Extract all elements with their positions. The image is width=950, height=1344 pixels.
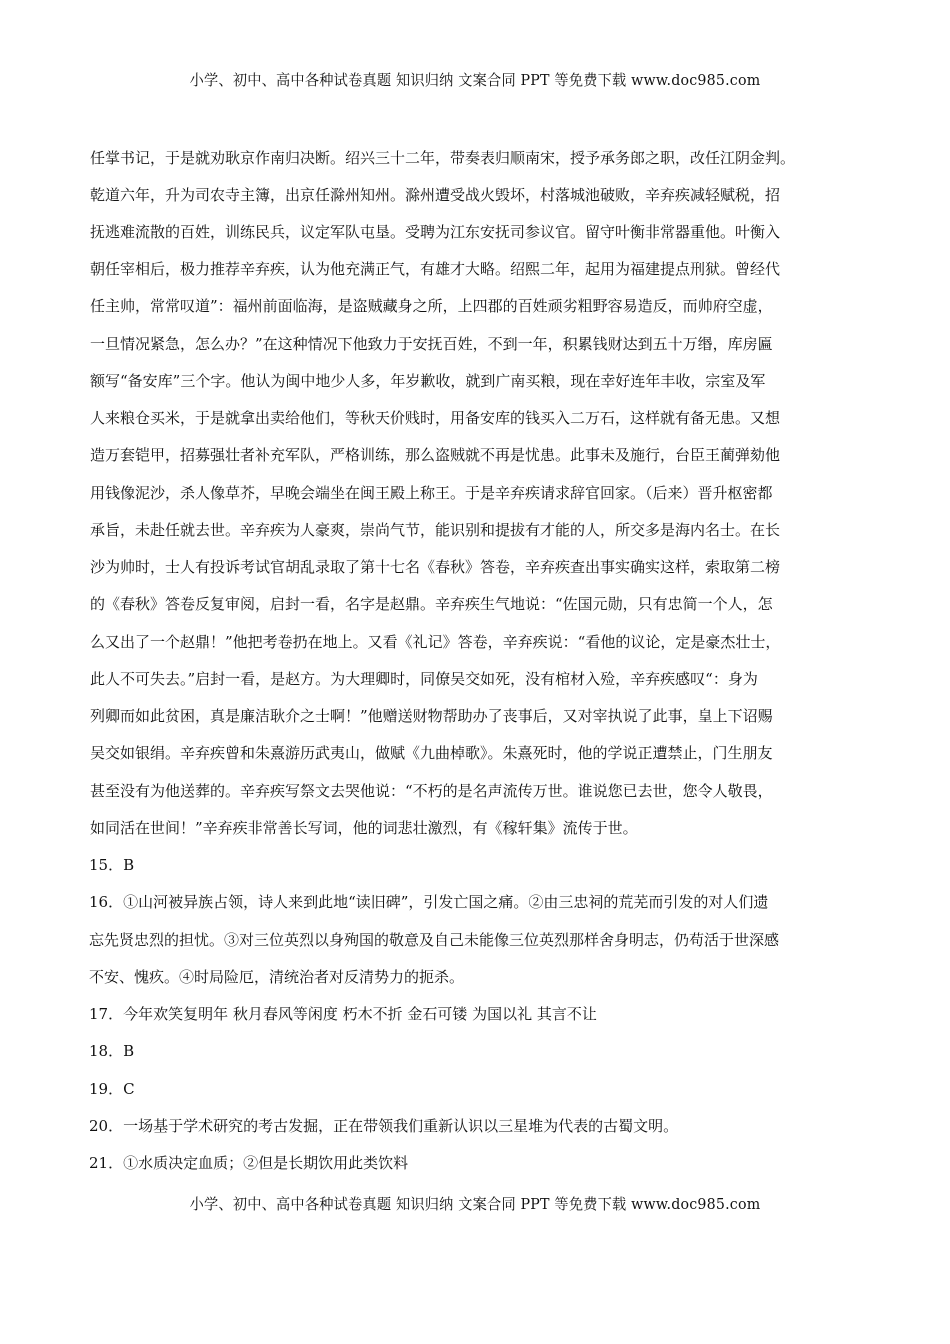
answer-15: 15．B [89, 856, 135, 874]
answer-18: 18．B [89, 1042, 135, 1060]
answer-19: 19．C [89, 1080, 135, 1098]
answer-16-line: 不安、愧疚。④时局险厄，清统治者对反清势力的扼杀。 [89, 968, 465, 986]
answer-17: 17．今年欢笑复明年 秋月春风等闲度 朽木不折 金石可镂 为国以礼 其言不让 [89, 1005, 597, 1023]
answer-21: 21．①水质决定血质；②但是长期饮用此类饮料 [89, 1154, 409, 1172]
paragraph-line: 的《春秋》答卷反复审阅，启封一看，名字是赵鼎。辛弃疾生气地说：“佐国元勋，只有忠简一个人，怎 [90, 595, 773, 613]
page-footer: 小学、初中、高中各种试卷真题 知识归纳 文案合同 PPT 等免费下载 www.doc985.com [189, 1195, 761, 1213]
paragraph-line: 任主帅，常常叹道”：福州前面临海，是盗贼藏身之所，上四郡的百姓顽劣粗野容易造反，而帅府空虚， [90, 297, 773, 315]
paragraph-line: 承旨，未赴任就去世。辛弃疾为人豪爽，崇尚气节，能识别和提拔有才能的人，所交多是海内名士。在长 [90, 521, 781, 539]
paragraph-line: 沙为帅时，士人有投诉考试官胡乱录取了第十七名《春秋》答卷，辛弃疾查出事实确实这样，索取第二榜 [90, 558, 781, 576]
paragraph-line: 人来粮仓买米，于是就拿出卖给他们，等秋天价贱时，用备安库的钱买入二万石，这样就有备无患。又想 [90, 409, 781, 427]
answer-16-line: 16．①山河被异族占领，诗人来到此地“读旧碑”，引发亡国之痛。②由三忠祠的荒芜而引发的对人们遗 [89, 893, 769, 911]
paragraph-line: 一旦情况紧急，怎么办？”在这种情况下他致力于安抚百姓，不到一年，积累钱财达到五十万缗，库房匾 [90, 335, 773, 353]
page-header: 小学、初中、高中各种试卷真题 知识归纳 文案合同 PPT 等免费下载 www.doc985.com [189, 71, 761, 89]
paragraph-line: 么又出了一个赵鼎！”他把考卷扔在地上。又看《礼记》答卷，辛弃疾说：“看他的议论，定是豪杰壮士， [90, 633, 781, 651]
paragraph-line: 此人不可失去。”启封一看，是赵方。为大理卿时，同僚吴交如死，没有棺材入殓，辛弃疾感叹“：身为 [90, 670, 758, 688]
paragraph-line: 抚逃难流散的百姓，训练民兵，议定军队屯垦。受聘为江东安抚司参议官。留守叶衡非常器重他。叶衡入 [90, 223, 781, 241]
paragraph-line: 朝任宰相后，极力推荐辛弃疾，认为他充满正气，有雄才大略。绍熙二年，起用为福建提点刑狱。曾经代 [90, 260, 781, 278]
paragraph-line: 如同活在世间！”辛弃疾非常善长写词，他的词悲壮激烈，有《稼轩集》流传于世。 [90, 819, 638, 837]
paragraph-line: 吴交如银绢。辛弃疾曾和朱熹游历武夷山，做赋《九曲棹歌》。朱熹死时，他的学说正遭禁止，门生朋友 [90, 744, 773, 762]
paragraph-line: 甚至没有为他送葬的。辛弃疾写祭文去哭他说：“不朽的是名声流传万世。谁说您已去世，您令人敬畏， [90, 782, 773, 800]
answer-16-line: 忘先贤忠烈的担忧。③对三位英烈以身殉国的敬意及自己未能像三位英烈那样舍身明志，仍苟活于世深感 [89, 931, 780, 949]
paragraph-line: 额写“备安库”三个字。他认为闽中地少人多，年岁歉收，就到广南买粮，现在幸好连年丰收，宗室及军 [90, 372, 766, 390]
paragraph-line: 乾道六年，升为司农寺主簿，出京任滁州知州。滁州遭受战火毁坏，村落城池破败，辛弃疾减轻赋税，招 [90, 186, 781, 204]
paragraph-line: 列卿而如此贫困，真是廉洁耿介之士啊！”他赠送财物帮助办了丧事后，又对宰执说了此事，皇上下诏赐 [90, 707, 773, 725]
paragraph-line: 任掌书记，于是就劝耿京作南归决断。绍兴三十二年，带奏表归顺南宋，授予承务郎之职，改任江阴金判。 [90, 149, 796, 167]
paragraph-line: 造万套铠甲，招募强壮者补充军队，严格训练，那么盗贼就不再是忧患。此事未及施行，台臣王蔺弹劾他 [90, 446, 781, 464]
paragraph-line: 用钱像泥沙，杀人像草芥，早晚会端坐在闽王殿上称王。于是辛弃疾请求辞官回家。（后来）晋升枢密都 [90, 484, 773, 502]
answer-20: 20．一场基于学术研究的考古发掘，正在带领我们重新认识以三星堆为代表的古蜀文明。 [89, 1117, 679, 1135]
